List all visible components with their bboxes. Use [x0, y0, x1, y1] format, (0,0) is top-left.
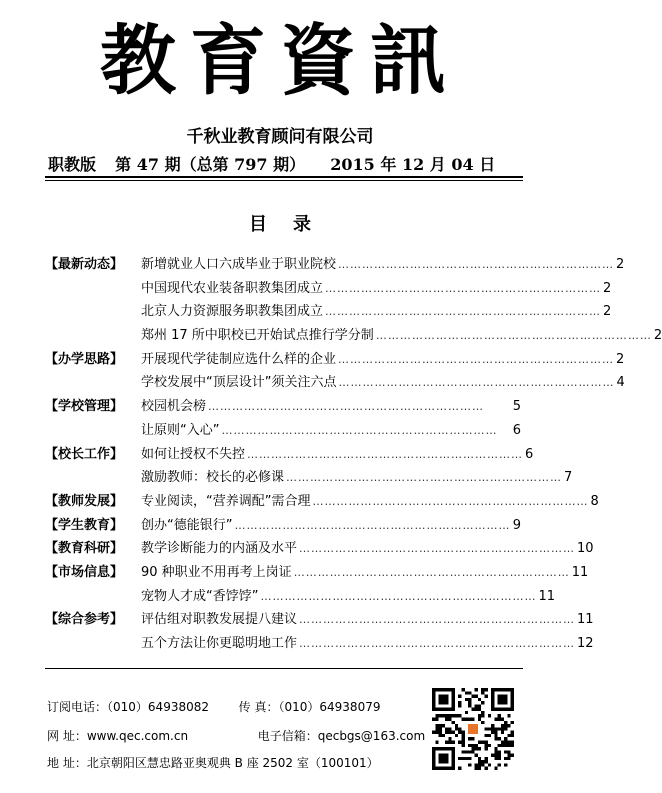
- contact-line-web: [47, 727, 425, 744]
- table-of-contents: [45, 253, 662, 656]
- toc-entry-title: 评估组对职教发展提八建议: [141, 612, 298, 628]
- toc-row: [45, 561, 589, 585]
- toc-entry-title: 学校发展中“顶层设计”须关注六点: [141, 375, 337, 391]
- fax-number: （010）64938079: [278, 700, 381, 714]
- toc-leader: ……………………………………………………………: [221, 423, 498, 437]
- toc-row: [45, 324, 662, 348]
- phone-number: （010）64938082: [107, 700, 209, 714]
- toc-entry[interactable]: [141, 419, 521, 443]
- toc-entry[interactable]: [141, 253, 625, 277]
- toc-page-number: 10: [577, 541, 594, 557]
- toc-page-number: 6: [512, 422, 521, 438]
- toc-leader: ……………………………………………………………: [208, 400, 485, 414]
- toc-entry-title: 激励教师：校长的必修课: [141, 470, 285, 486]
- toc-entry[interactable]: [141, 371, 625, 395]
- toc-row: [45, 443, 534, 467]
- toc-row: [45, 585, 556, 609]
- toc-category: 【学校管理】: [45, 399, 124, 415]
- toc-page-number: 11: [571, 564, 589, 580]
- toc-leader: ……………………………………………………………: [325, 281, 602, 295]
- toc-row: [45, 632, 594, 656]
- toc-leader: ……………………………………………………………: [247, 447, 524, 461]
- toc-entry[interactable]: [141, 324, 662, 348]
- toc-row: [45, 300, 612, 324]
- fax-label: 传 真：: [238, 700, 279, 714]
- toc-entry[interactable]: [141, 608, 594, 632]
- toc-entry[interactable]: [141, 443, 534, 467]
- email-address[interactable]: qecbgs@163.com: [317, 729, 426, 743]
- toc-page-number: 2: [616, 351, 625, 367]
- toc-entry[interactable]: [141, 277, 612, 301]
- toc-page-number: 6: [525, 446, 534, 462]
- toc-leader: ……………………………………………………………: [293, 565, 570, 579]
- toc-entry-title: 创办“德能银行”: [141, 517, 233, 533]
- toc-row: [45, 514, 521, 538]
- toc-page-number: 2: [603, 280, 612, 296]
- toc-page-number: 2: [653, 328, 662, 344]
- toc-page-number: 11: [577, 612, 594, 628]
- toc-page-number: 2: [603, 304, 612, 320]
- toc-category: 【教师发展】: [45, 493, 124, 509]
- toc-row: [45, 419, 521, 443]
- toc-category: 【综合参考】: [45, 612, 124, 628]
- edition-label: 职教版: [48, 155, 97, 174]
- email-label: 电子信箱：: [257, 729, 318, 743]
- qr-code-icon: [432, 688, 514, 770]
- toc-leader: ……………………………………………………………: [299, 613, 576, 627]
- toc-entry[interactable]: [141, 348, 625, 372]
- toc-leader: ……………………………………………………………: [375, 329, 652, 343]
- toc-leader: ……………………………………………………………: [338, 352, 615, 366]
- toc-entry-title: 郑州 17 所中职校已开始试点推行学分制: [141, 328, 374, 344]
- toc-leader: ……………………………………………………………: [299, 637, 576, 650]
- toc-page-number: 12: [577, 636, 594, 651]
- masthead-title: 教育資訊: [100, 16, 460, 105]
- toc-entry-title: 让原则“入心”: [141, 422, 220, 438]
- toc-page-number: 9: [512, 517, 521, 533]
- toc-page-number: 2: [616, 257, 625, 272]
- toc-row: [45, 537, 594, 561]
- toc-entry[interactable]: [141, 585, 556, 609]
- contact-line-phone: [47, 698, 380, 715]
- issue-date: 2015 年 12 月 04 日: [330, 155, 496, 174]
- toc-entry[interactable]: [141, 514, 521, 538]
- toc-row: [45, 395, 521, 419]
- toc-entry-title: 90 种职业不用再考上岗证: [141, 564, 292, 580]
- divider-bottom: [45, 668, 523, 669]
- toc-row: [45, 277, 612, 301]
- web-address[interactable]: www.qec.com.cn: [86, 729, 189, 743]
- toc-category: 【学生教育】: [45, 517, 124, 533]
- toc-category: 【教育科研】: [45, 541, 124, 557]
- toc-leader: ……………………………………………………………: [312, 494, 589, 508]
- toc-row: [45, 490, 599, 514]
- toc-entry[interactable]: [141, 395, 521, 419]
- toc-page-number: 11: [538, 588, 556, 604]
- toc-page-number: 5: [512, 399, 521, 415]
- toc-row: [45, 608, 594, 632]
- toc-entry-title: 北京人力资源服务职教集团成立: [141, 304, 324, 320]
- toc-entry[interactable]: [141, 300, 612, 324]
- toc-entry[interactable]: [141, 466, 573, 490]
- toc-row: [45, 371, 625, 395]
- toc-category: 【市场信息】: [45, 564, 124, 580]
- toc-title: 目录: [249, 214, 337, 235]
- toc-leader: ……………………………………………………………: [286, 471, 563, 485]
- toc-leader: ……………………………………………………………: [234, 518, 511, 532]
- web-label: 网 址：: [47, 729, 87, 743]
- toc-row: [45, 348, 625, 372]
- toc-entry-title: 五个方法让你更聪明地工作: [141, 636, 298, 651]
- toc-entry-title: 如何让授权不失控: [141, 446, 246, 462]
- toc-entry-title: 专业阅读，“营养调配”需合理: [141, 493, 311, 509]
- address-text: 北京朝阳区慧忠路亚奥观典 B 座 2502 室（100101）: [86, 756, 379, 770]
- toc-leader: ……………………………………………………………: [299, 542, 576, 556]
- toc-leader: ……………………………………………………………: [260, 589, 537, 603]
- toc-leader: ……………………………………………………………: [338, 376, 615, 390]
- toc-row: [45, 466, 573, 490]
- toc-page-number: 7: [564, 470, 573, 486]
- divider-top: [45, 176, 523, 178]
- toc-entry-title: 中国现代农业装备职教集团成立: [141, 280, 324, 296]
- toc-page-number: 4: [616, 375, 625, 391]
- contact-line-address: [47, 754, 379, 771]
- toc-entry[interactable]: [141, 537, 594, 561]
- toc-entry-title: 新增就业人口六成毕业于职业院校: [141, 257, 337, 272]
- toc-entry-title: 开展现代学徒制应选什么样的企业: [141, 351, 337, 367]
- toc-category: 【最新动态】: [45, 257, 124, 272]
- toc-entry[interactable]: [141, 561, 589, 585]
- phone-label: 订阅电话：: [47, 700, 108, 714]
- toc-category: 【校长工作】: [45, 446, 124, 462]
- toc-entry-title: 宠物人才成“香饽饽”: [141, 588, 259, 604]
- publisher-name: 千秋业教育顾问有限公司: [186, 127, 374, 147]
- toc-entry-title: 校园机会榜: [141, 399, 207, 415]
- address-label: 地 址：: [47, 756, 87, 770]
- toc-entry[interactable]: [141, 632, 594, 656]
- issue-line: [48, 152, 518, 175]
- toc-leader: ……………………………………………………………: [325, 305, 602, 319]
- toc-entry-title: 教学诊断能力的内涵及水平: [141, 541, 298, 557]
- toc-entry[interactable]: [141, 490, 599, 514]
- toc-category: 【办学思路】: [45, 351, 124, 367]
- divider-top-thin: [45, 180, 523, 181]
- toc-leader: ……………………………………………………………: [338, 258, 615, 271]
- issue-number: 第 47 期（总第 797 期）: [115, 155, 306, 174]
- toc-page-number: 8: [590, 493, 599, 509]
- toc-row: [45, 253, 625, 277]
